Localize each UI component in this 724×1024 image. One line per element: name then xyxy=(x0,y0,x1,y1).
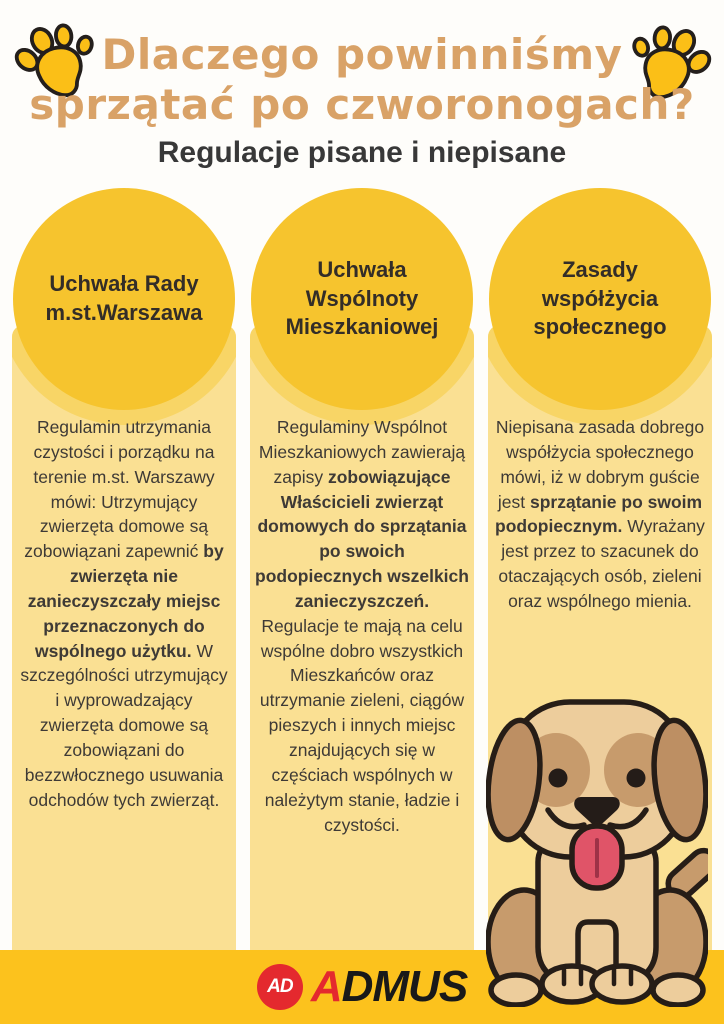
column-header-circle: Zasady współżycia społecznego xyxy=(489,188,711,410)
body-regular: Wyrażany jest przez to szacunek do otaczających osób, zieleni oraz wspólnego mienia. xyxy=(498,516,705,611)
body-regular: Niepisana zasada dobrego współżycia społecznego mówi, iż w dobrym guście jest xyxy=(495,417,705,512)
column-header-circle: Uchwała Wspólnoty Mieszkaniowej xyxy=(251,188,473,410)
page-subtitle: Regulacje pisane i niepisane xyxy=(157,136,567,169)
column-body-text xyxy=(255,415,469,837)
page-title-line1: Dlaczego powinniśmy xyxy=(101,30,623,79)
body-bold: by zwierzęta nie zanieczyszczały miejsc przeznaczonych do wspólnego użytku. xyxy=(27,541,224,661)
column-header-circle: Uchwała Rady m.st.Warszawa xyxy=(13,188,235,410)
body-bold: sprzątanie po swoim podopiecznym. xyxy=(495,491,703,537)
body-regular: Regulacje te mają na celu wspólne dobro wszystkich Mieszkańców oraz utrzymanie zieleni, ciągów pieszych i innych miejsc znajdujących się w częściach wspólnych w należytym stanie, ładzie i czystości. xyxy=(259,615,465,835)
body-regular: W szczególności utrzymujący i wyprowadzający zwierzęta domowe są zobowiązani do bezzwłocznego usuwania odchodów tych zwierząt. xyxy=(20,640,228,810)
dog-illustration xyxy=(486,692,708,1007)
page-title xyxy=(0,30,724,129)
body-bold: zobowiązujące Właścicieli zwierząt domowych do sprzątania po swoich podopiecznych wszelkich zanieczyszczeń. xyxy=(255,466,469,611)
page-title-line2: sprzątać po czworonogach? xyxy=(29,79,695,129)
column-uchwala-rady xyxy=(12,188,236,950)
body-regular: Regulamin utrzymania czystości i porządku na terenie m.st. Warszawy mówi: Utrzymujący zwierzęta domowe są zobowiązani zapewnić xyxy=(24,417,215,562)
admus-logo-badge: AD xyxy=(257,964,303,1010)
body-regular: Regulaminy Wspólnot Mieszkaniowych zawierają zapisy xyxy=(258,417,466,487)
logo-letters-dark: DMUS xyxy=(341,962,468,1011)
column-uchwala-wspolnoty xyxy=(250,188,474,950)
column-body-text xyxy=(493,415,707,614)
admus-logo xyxy=(257,962,467,1012)
column-body-text xyxy=(17,415,231,813)
admus-logo-wordmark xyxy=(311,962,467,1012)
logo-letter-red: A xyxy=(310,962,342,1011)
